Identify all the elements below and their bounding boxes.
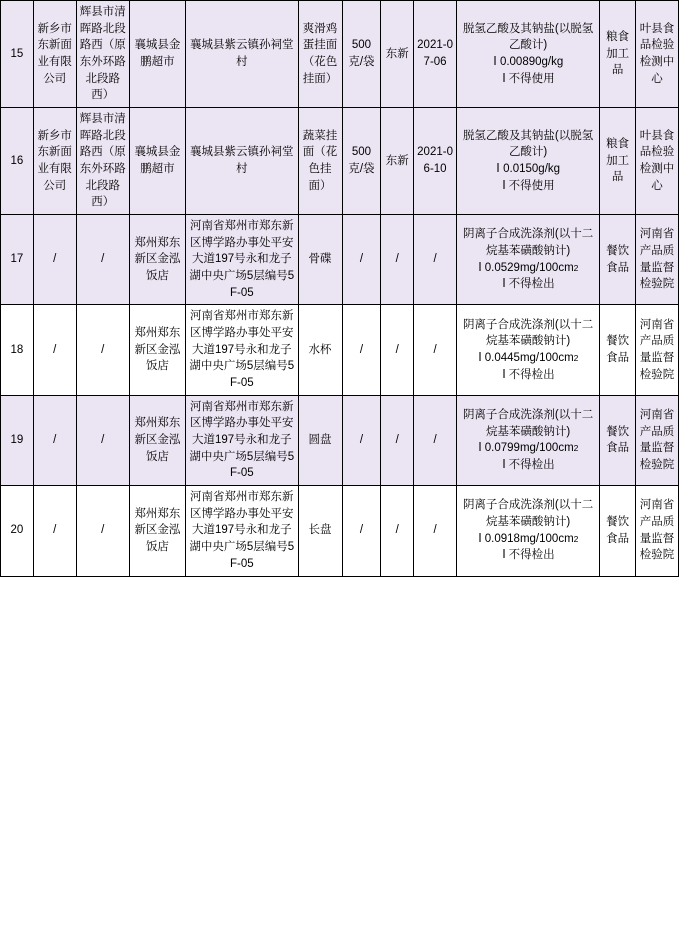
cell-production-date: /	[414, 395, 457, 485]
cell-food-category: 餐饮食品	[600, 215, 636, 305]
cell-sampled-unit-address: 河南省郑州市郑东新区博学路办事处平安大道197号永和龙子湖中央广场5层编号5F-05	[186, 305, 298, 395]
failed-item-standard	[459, 178, 597, 195]
failed-item-result	[459, 54, 597, 71]
cell-production-date: /	[414, 215, 457, 305]
result-value: 0.0799mg/100cm	[484, 442, 574, 455]
separator-glyph: ‖	[478, 532, 481, 545]
table-row	[1, 215, 679, 305]
cell-failed-item	[457, 395, 600, 485]
cell-food-category: 餐饮食品	[600, 395, 636, 485]
cell-sampled-unit-name: 郑州郑东新区金泓饭店	[129, 305, 185, 395]
cell-sampled-unit-name: 郑州郑东新区金泓饭店	[129, 215, 185, 305]
cell-food-name: 水杯	[298, 305, 342, 395]
cell-food-category: 餐饮食品	[600, 486, 636, 576]
cell-sampled-unit-address: 襄城县紫云镇孙祠堂村	[186, 1, 298, 108]
cell-serial-number: 17	[1, 215, 34, 305]
separator-glyph: ‖	[502, 278, 505, 291]
result-value: 0.00890g/kg	[499, 56, 564, 69]
standard-value: 不得检出	[508, 459, 555, 472]
cell-sampled-unit-name: 襄城县金鹏超市	[129, 1, 185, 108]
cell-trademark: /	[381, 486, 414, 576]
cell-serial-number: 19	[1, 395, 34, 485]
failed-item-result	[459, 440, 597, 457]
separator-glyph: ‖	[502, 549, 505, 562]
cell-serial-number: 18	[1, 305, 34, 395]
cell-producer-name: /	[33, 486, 76, 576]
result-exponent: 2	[573, 353, 579, 364]
cell-testing-agency: 河南省产品质量监督检验院	[635, 395, 678, 485]
cell-testing-agency: 叶县食品检验检测中心	[635, 108, 678, 215]
failed-item-result	[459, 350, 597, 367]
separator-glyph: ‖	[493, 56, 496, 69]
failed-item-standard	[459, 547, 597, 564]
cell-producer-name: /	[33, 215, 76, 305]
cell-food-name: 圆盘	[298, 395, 342, 485]
cell-production-date: 2021-06-10	[414, 108, 457, 215]
separator-glyph: ‖	[496, 163, 500, 176]
cell-food-name: 骨碟	[298, 215, 342, 305]
cell-spec: /	[342, 486, 381, 576]
standard-value: 不得检出	[508, 368, 555, 381]
failed-item-result	[459, 161, 597, 178]
cell-producer-name: 新乡市东新面业有限公司	[33, 1, 76, 108]
failed-item-name: 阴离子合成洗涤剂(以十二烷基苯磺酸钠计)	[462, 318, 594, 348]
cell-producer-address: /	[76, 305, 129, 395]
cell-producer-address: /	[76, 486, 129, 576]
cell-spec: /	[342, 305, 381, 395]
cell-producer-address: 辉县市清晖路北段路西（原东外环路北段路西）	[76, 1, 129, 108]
table-row	[1, 486, 679, 576]
cell-food-category: 餐饮食品	[600, 305, 636, 395]
standard-value: 不得使用	[508, 72, 555, 85]
separator-glyph: ‖	[502, 368, 505, 381]
cell-production-date: /	[414, 486, 457, 576]
failed-item-standard	[459, 367, 597, 384]
cell-trademark: 东新	[381, 108, 414, 215]
cell-food-category: 粮食加工品	[600, 1, 636, 108]
failed-item-name: 脱氢乙酸及其钠盐(以脱氢乙酸计)	[462, 129, 594, 159]
standard-value: 不得检出	[508, 278, 555, 291]
result-value: 0.0445mg/100cm	[484, 352, 574, 365]
result-exponent: 2	[573, 262, 579, 273]
cell-sampled-unit-name: 郑州郑东新区金泓饭店	[129, 395, 185, 485]
separator-glyph: ‖	[502, 72, 505, 85]
separator-glyph: ‖	[478, 442, 481, 455]
failed-item-standard	[459, 457, 597, 474]
standard-value: 不得使用	[508, 179, 555, 192]
cell-trademark: /	[381, 305, 414, 395]
separator-glyph: ‖	[502, 459, 505, 472]
result-exponent: 2	[573, 443, 579, 454]
cell-sampled-unit-name: 郑州郑东新区金泓饭店	[129, 486, 185, 576]
cell-production-date: 2021-07-06	[414, 1, 457, 108]
cell-failed-item	[457, 108, 600, 215]
cell-producer-name: 新乡市东新面业有限公司	[33, 108, 76, 215]
failed-item-result	[459, 531, 597, 548]
cell-food-name: 爽滑鸡蛋挂面（花色挂面）	[298, 1, 342, 108]
separator-glyph: ‖	[478, 261, 481, 274]
result-value: 0.0918mg/100cm	[484, 532, 574, 545]
separator-glyph: ‖	[478, 352, 481, 365]
cell-failed-item	[457, 486, 600, 576]
cell-sampled-unit-address: 河南省郑州市郑东新区博学路办事处平安大道197号永和龙子湖中央广场5层编号5F-05	[186, 215, 298, 305]
failed-item-standard	[459, 276, 597, 293]
cell-sampled-unit-address: 襄城县紫云镇孙祠堂村	[186, 108, 298, 215]
cell-producer-name: /	[33, 305, 76, 395]
cell-food-category: 粮食加工品	[600, 108, 636, 215]
cell-sampled-unit-address: 河南省郑州市郑东新区博学路办事处平安大道197号永和龙子湖中央广场5层编号5F-05	[186, 486, 298, 576]
table-row	[1, 1, 679, 108]
separator-glyph: ‖	[502, 179, 505, 192]
result-value: 0.0150g/kg	[503, 163, 561, 176]
cell-spec: 500克/袋	[342, 1, 381, 108]
table-row	[1, 395, 679, 485]
cell-serial-number: 16	[1, 108, 34, 215]
cell-producer-address: /	[76, 395, 129, 485]
cell-failed-item	[457, 215, 600, 305]
result-exponent: 2	[573, 533, 579, 544]
cell-spec: 500克/袋	[342, 108, 381, 215]
cell-serial-number: 15	[1, 1, 34, 108]
cell-failed-item	[457, 1, 600, 108]
table-row	[1, 108, 679, 215]
cell-producer-address: /	[76, 215, 129, 305]
cell-trademark: /	[381, 215, 414, 305]
table-row	[1, 305, 679, 395]
cell-failed-item	[457, 305, 600, 395]
cell-sampled-unit-address: 河南省郑州市郑东新区博学路办事处平安大道197号永和龙子湖中央广场5层编号5F-05	[186, 395, 298, 485]
cell-food-name: 蔬菜挂面（花色挂面）	[298, 108, 342, 215]
result-value: 0.0529mg/100cm	[484, 261, 574, 274]
cell-trademark: /	[381, 395, 414, 485]
cell-spec: /	[342, 395, 381, 485]
cell-testing-agency: 河南省产品质量监督检验院	[635, 215, 678, 305]
cell-production-date: /	[414, 305, 457, 395]
cell-producer-address: 辉县市清晖路北段路西（原东外环路北段路西）	[76, 108, 129, 215]
standard-value: 不得检出	[508, 549, 555, 562]
cell-spec: /	[342, 215, 381, 305]
cell-testing-agency: 河南省产品质量监督检验院	[635, 486, 678, 576]
cell-sampled-unit-name: 襄城县金鹏超市	[129, 108, 185, 215]
failed-item-name: 阴离子合成洗涤剂(以十二烷基苯磺酸钠计)	[462, 499, 594, 529]
cell-producer-name: /	[33, 395, 76, 485]
cell-testing-agency: 叶县食品检验检测中心	[635, 1, 678, 108]
table-body	[1, 1, 679, 577]
cell-serial-number: 20	[1, 486, 34, 576]
failed-item-result	[459, 260, 597, 277]
cell-food-name: 长盘	[298, 486, 342, 576]
failed-item-standard	[459, 71, 597, 88]
failed-item-name: 阴离子合成洗涤剂(以十二烷基苯磺酸钠计)	[462, 228, 594, 258]
failed-item-name: 阴离子合成洗涤剂(以十二烷基苯磺酸钠计)	[462, 409, 594, 438]
cell-testing-agency: 河南省产品质量监督检验院	[635, 305, 678, 395]
failed-item-name: 脱氢乙酸及其钠盐(以脱氢乙酸计)	[462, 22, 594, 52]
cell-trademark: 东新	[381, 1, 414, 108]
